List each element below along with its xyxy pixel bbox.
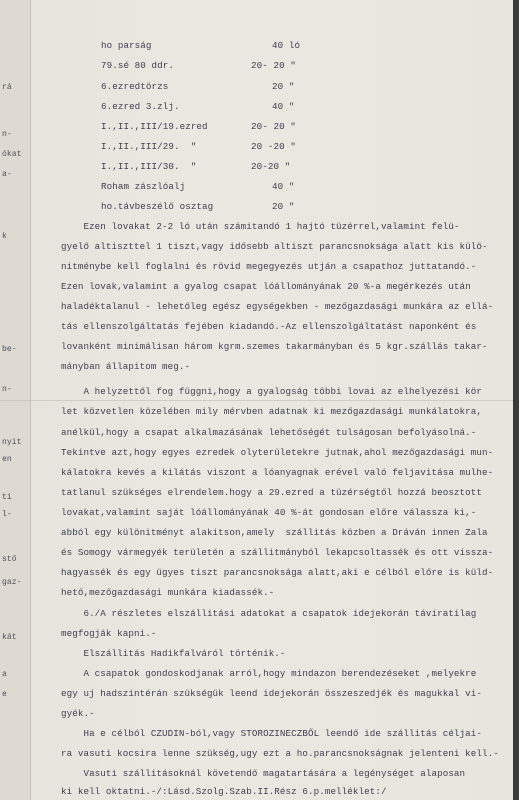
text-line: anélkül,hogy a csapat alkalmazásának lehetőségét tulságosan befolyásolná.-: [61, 427, 477, 438]
text-line: haladéktalanul - lehetőleg egész egységekben - mezőgazdasági munkára az ellá-: [61, 301, 494, 312]
table-row-value: 40 ": [272, 101, 295, 112]
table-row-value: 20- 20 ": [251, 60, 296, 71]
table-row-name: ho.távbeszélő osztag: [101, 201, 214, 212]
margin-fragment: kát: [2, 633, 17, 642]
text-line: abból egy különitményt alakitson,amely szállitás közben a Dráván innen Zala: [61, 527, 488, 538]
text-line: hagyassék és egy ügyes tiszt parancsnoksága alatt,aki e célból előre is küld-: [61, 567, 494, 578]
text-line: lovanként minimálisan három kgrm.szemes takarmányban és 5 kgr.szállás takar-: [61, 341, 488, 352]
margin-fragment: nyit: [2, 438, 22, 447]
table-row-value: 40 ": [272, 181, 295, 192]
text-line: A helyzettől fog függni,hogy a gyalogság többi lovai az elhelyezési kör: [61, 386, 483, 397]
table-row-name: 79.sé 80 ddr.: [101, 60, 174, 71]
table-row-value: 40 ló: [272, 40, 301, 51]
text-line: A csapatok gondoskodjanak arról,hogy mindazon berendezéseket ,melyekre: [61, 668, 477, 679]
table-row-value: 20-20 ": [251, 161, 291, 172]
margin-fragment: stő: [2, 555, 17, 564]
margin-fragment: be-: [2, 345, 17, 354]
text-line: Ezen lovakat 2-2 ló után számitandó 1 hajtó tüzérrel,valamint felü-: [61, 221, 460, 232]
margin-fragment: en: [2, 455, 12, 464]
text-line: ki kell oktatni.-/:Lásd.Szolg.Szab.II.Rész 6.p.melléklet:/: [61, 786, 387, 797]
margin-fragment: gaz-: [2, 578, 22, 587]
margin-fragment: ti: [2, 493, 12, 502]
text-line: gyék.-: [61, 708, 95, 719]
text-line: mányban állapitom meg.-: [61, 361, 191, 372]
table-row-name: 6.ezredtörzs: [101, 81, 169, 92]
table-row-value: 20 ": [272, 81, 295, 92]
text-line: gyelő altiszttel 1 tiszt,vagy idősebb altiszt parancsnoksága alatt kis külö-: [61, 241, 488, 252]
table-row-name: I.,II.,III/29. ": [101, 141, 197, 152]
table-row-name: 6.ezred 3.zlj.: [101, 101, 180, 112]
margin-fragment: n-: [2, 385, 12, 394]
table-row-value: 20 ": [272, 201, 295, 212]
text-line: Ha e célból CZUDIN-ból,vagy STOROZINECZBŐL leendő ide szállitás céljai-: [61, 728, 483, 739]
text-line: kálatokra kevés a kilátás viszont a lóanyagnak erével való feljavitása mulhe-: [61, 467, 494, 478]
text-line: egy uj hadszintérán szükségük leend idejekorán összeszedjék és magukkal vi-: [61, 688, 483, 699]
text-line: nitménybe kell foglalni és rövid megegyezés utján a csapathoz juttatandó.-: [61, 261, 477, 272]
text-line: let közvetlen közelében mily mérvben adatnak ki mezőgazdasági munkálatokra,: [61, 406, 483, 417]
text-line: Tekintve azt,hogy egyes ezredek olyterületekre jutnak,ahol mezőgazdasági mun-: [61, 447, 494, 458]
text-line: ra vasuti kocsira lenne szükség,ugy ezt a ho.parancsnokságnak jelenteni kell.-: [61, 748, 499, 759]
text-line: tatlanul szükséges elrendelem.hogy a 29.ezred a tüzérségtől hozzá beosztott: [61, 487, 483, 498]
text-line: 6./A részletes elszállitási adatokat a csapatok idejekorán távíratilag: [61, 608, 477, 619]
table-row-name: I.,II.,III/30. ": [101, 161, 197, 172]
margin-fragment: a-: [2, 170, 12, 179]
text-line: tás ellenszolgáltatás fejében kiadandó.-Az ellenszolgáltatást naponként és: [61, 321, 477, 332]
margin-fragment: k: [2, 232, 7, 241]
margin-fragment: rá: [2, 83, 12, 92]
text-line: és Somogy vármegyék területén a szállitmányból lekapcsoltassék és ott vissza-: [61, 547, 494, 558]
table-row-value: 20 -20 ": [251, 141, 296, 152]
text-line: Elszállitás Hadikfalváról történik.-: [61, 648, 286, 659]
table-row-name: I.,II.,III/19.ezred: [101, 121, 208, 132]
text-line: lovakat,valamint saját lóállományának 40 %-át gondosan előre válassza ki,-: [61, 507, 477, 518]
margin-fragment: l-: [2, 510, 12, 519]
table-row-name: Roham zászlóalj: [101, 181, 186, 192]
table-row-name: ho parság: [101, 40, 152, 51]
text-line: hető,mezőgazdasági munkára kiadassék.-: [61, 587, 275, 598]
margin-fragment: ókat: [2, 150, 22, 159]
text-line: megfogják kapni.-: [61, 628, 157, 639]
text-line: Ezen lovak,valamint a gyalog csapat lóállományának 20 %-a megérkezés után: [61, 281, 471, 292]
text-line: Vasuti szállitásoknál követendő magatartására a legénységet alaposan: [61, 768, 466, 779]
margin-fragment: e: [2, 690, 7, 699]
margin-fragment: a: [2, 670, 7, 679]
table-row-value: 20- 20 ": [251, 121, 296, 132]
margin-fragment: n-: [2, 130, 12, 139]
